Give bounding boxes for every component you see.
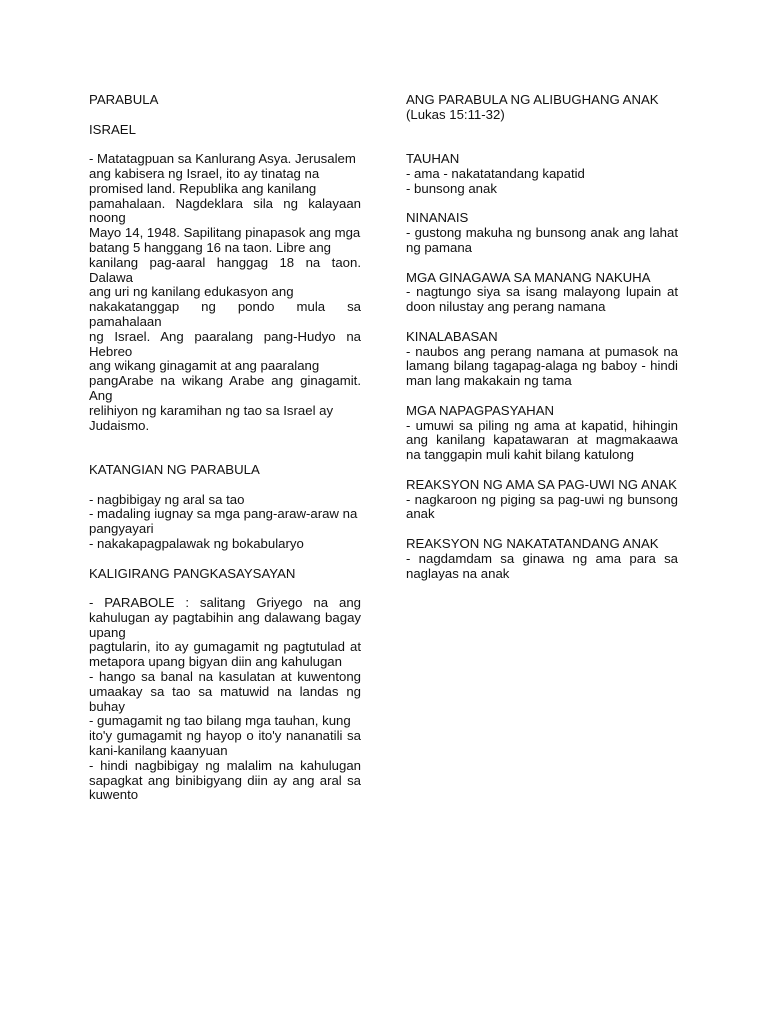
- israel-line: kanilang pag-aaral hanggag 18 na taon. Dalawa: [89, 254, 361, 285]
- kaligiran-line: - PARABOLE : salitang Griyego na ang kahulugan ay pagtabihin ang dalawang bagay upang: [89, 595, 361, 640]
- napagpasyahan-text: - umuwi sa piling ng ama at kapatid, hihingin ang kanilang kapatawaran at magmakaawa na tanggapin muli kahit bilang katulong: [406, 417, 678, 463]
- tauhan-line: - bunsong anak: [406, 180, 497, 196]
- israel-line: Judaismo.: [89, 417, 150, 433]
- israel-line: ang uri ng kanilang edukasyon ang: [89, 284, 294, 300]
- parable-reference: (Lukas 15:11-32): [406, 106, 505, 122]
- kaligiran-line: pagtularin, ito ay gumagamit ng pagtutulad at metapora upang bigyan diin ang kahulugan: [89, 639, 361, 670]
- reaksyon-kapatid-heading: REAKSYON NG NAKATATANDANG ANAK: [406, 535, 659, 551]
- left-column: [89, 93, 361, 803]
- reaksyon-kapatid-text: - nagdamdam sa ginawa ng ama para sa naglayas na anak: [406, 550, 678, 581]
- kaligiran-line: - gumagamit ng tao bilang mga tauhan, kung: [89, 713, 351, 729]
- israel-line: batang 5 hanggang 16 na taon. Libre ang: [89, 239, 331, 255]
- israel-line: ang kabisera ng Israel, ito ay tinatag na: [89, 165, 320, 181]
- ninanais-heading: NINANAIS: [406, 210, 469, 226]
- document-title: PARABULA: [89, 92, 159, 107]
- israel-line: ng Israel. Ang paaralang pang-Hudyo na Hebreo: [89, 328, 361, 359]
- reaksyon-ama-text: - nagkaroon ng piging sa pag-uwi ng bunsong anak: [406, 491, 678, 522]
- israel-heading: ISRAEL: [89, 121, 136, 137]
- kaligiran-heading: KALIGIRANG PANGKASAYSAYAN: [89, 565, 296, 581]
- kaligiran-line: ito'y gumagamit ng hayop o ito'y nananatili sa kani-kanilang kaanyuan: [89, 728, 361, 759]
- kinalabasan-text: - naubos ang perang namana at pumasok na lamang bilang tagapag-alaga ng baboy - hindi man lang makakain ng tama: [406, 343, 678, 389]
- kaligiran-line: - hango sa banal na kasulatan at kuwentong umaakay sa tao sa matuwid na landas ng buhay: [89, 669, 361, 714]
- ginagawa-text: - nagtungo siya sa isang malayong lupain at doon nilustay ang perang namana: [406, 284, 678, 315]
- israel-line: pangArabe na wikang Arabe ang ginagamit. Ang: [89, 373, 361, 403]
- israel-paragraph: [89, 152, 361, 433]
- israel-line: relihiyon ng karamihan ng tao sa Israel ay: [89, 402, 334, 418]
- kinalabasan-heading: KINALABASAN: [406, 328, 498, 344]
- katangian-line: - nagbibigay ng aral sa tao: [89, 491, 245, 507]
- napagpasyahan-heading: MGA NAPAGPASYAHAN: [406, 402, 555, 418]
- israel-line: nakakatanggap ng pondo mula sa pamahalaan: [89, 299, 361, 329]
- israel-line: Mayo 14, 1948. Sapilitang pinapasok ang mga: [89, 225, 361, 241]
- israel-line: - Matatagpuan sa Kanlurang Asya. Jerusalem: [89, 151, 356, 167]
- israel-line: promised land. Republika ang kanilang: [89, 180, 317, 196]
- katangian-line: - madaling iugnay sa mga pang-araw-araw na: [89, 506, 358, 522]
- ginagawa-heading: MGA GINAGAWA SA MANANG NAKUHA: [406, 269, 651, 285]
- kaligiran-list: [89, 596, 361, 803]
- kaligiran-line: - hindi nagbibigay ng malalim na kahulugan sapagkat ang binibigyang diin ay ang aral sa kuwento: [89, 757, 361, 803]
- israel-line: ang wikang ginagamit at ang paaralang: [89, 358, 320, 374]
- katangian-list: [89, 493, 361, 552]
- tauhan-heading: TAUHAN: [406, 151, 460, 167]
- katangian-line: - nakakapagpalawak ng bokabularyo: [89, 535, 304, 551]
- parable-title: ANG PARABULA NG ALIBUGHANG ANAK: [406, 92, 659, 107]
- israel-line: pamahalaan. Nagdeklara sila ng kalayaan noong: [89, 195, 361, 226]
- katangian-line: pangyayari: [89, 521, 154, 537]
- reaksyon-ama-heading: REAKSYON NG AMA SA PAG-UWI NG ANAK: [406, 476, 677, 492]
- ninanais-text: - gustong makuha ng bunsong anak ang lahat ng pamana: [406, 225, 678, 255]
- tauhan-line: - ama - nakatatandang kapatid: [406, 165, 585, 181]
- right-column: [406, 93, 678, 581]
- katangian-heading: KATANGIAN NG PARABULA: [89, 461, 260, 477]
